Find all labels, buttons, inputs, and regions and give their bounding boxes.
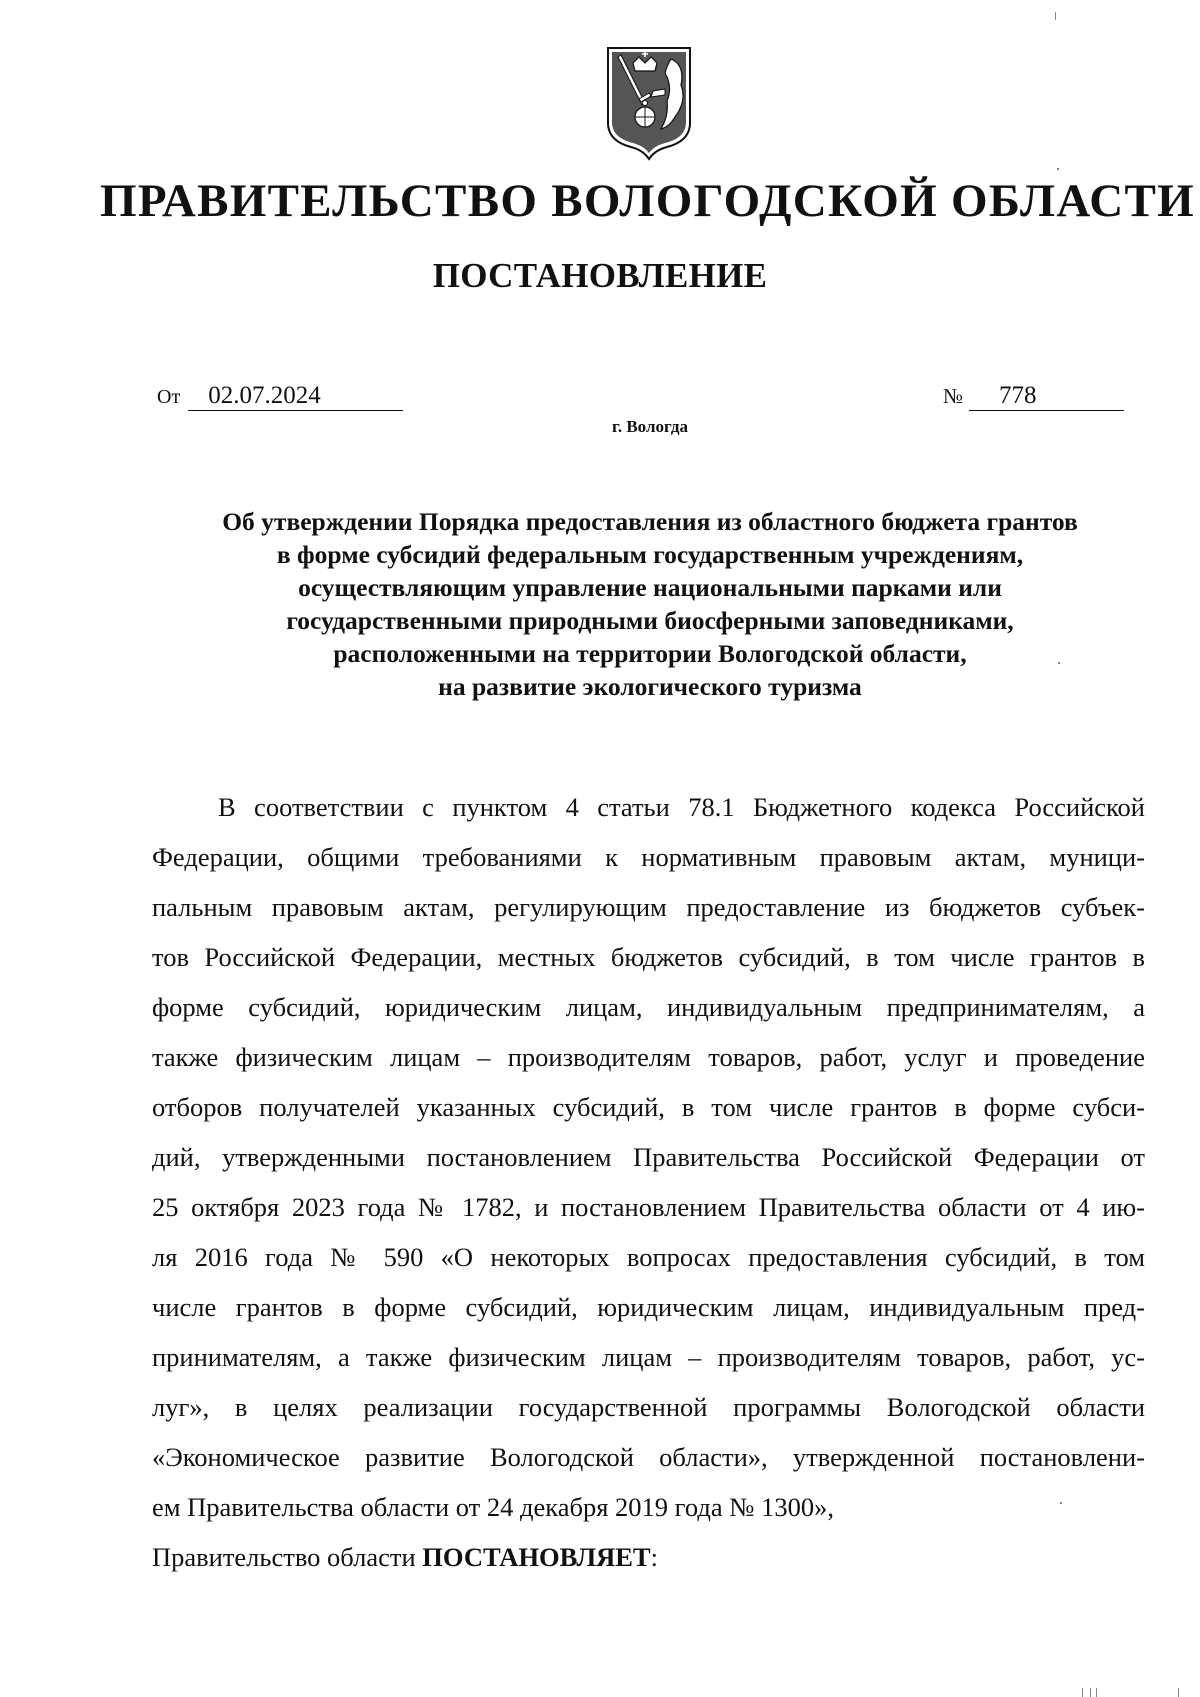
subject-line: Об утверждении Порядка предоставления из областного бюджета грантов: [222, 507, 1078, 536]
subject-line: на развитие экологического туризма: [438, 672, 862, 701]
scan-artifact: [1178, 1688, 1179, 1697]
body-line: дий, утвержденными постановлением Правительства Российской Федерации от: [152, 1142, 1145, 1172]
number-prefix: №: [943, 384, 964, 408]
scan-artifact: [1090, 1688, 1091, 1697]
number-row: [943, 383, 1124, 411]
subject-line: расположенными на территории Вологодской области,: [333, 639, 967, 668]
vologda-coat-of-arms-icon: [605, 45, 693, 161]
body-line: В соответствии с пунктом 4 статьи 78.1 Бюджетного кодекса Российской: [218, 792, 1145, 822]
date-row: [157, 383, 403, 411]
date-prefix: От: [157, 386, 181, 408]
resolution-word: ПОСТАНОВЛЯЕТ: [422, 1542, 651, 1572]
scan-artifact: [1057, 168, 1059, 170]
body-line: форме субсидий, юридическим лицам, индивидуальным предпринимателям, а: [152, 992, 1145, 1022]
body-line: ля 2016 года № 590 «О некоторых вопросах предоставления субсидий, в том: [152, 1242, 1145, 1272]
body-line: числе грантов в форме субсидий, юридическим лицам, индивидуальным пред-: [152, 1292, 1145, 1322]
subject-line: осуществляющим управление национальными парками или: [298, 573, 1002, 602]
body-line: принимателям, а также физическим лицам – производителям товаров, работ, ус-: [152, 1342, 1145, 1372]
document-date: 02.07.2024: [188, 383, 403, 411]
scan-artifact: [1082, 1688, 1083, 1697]
subject-line: в форме субсидий федеральным государственным учреждениям,: [276, 540, 1024, 569]
government-title: ПРАВИТЕЛЬСТВО ВОЛОГОДСКОЙ ОБЛАСТИ: [100, 175, 1196, 227]
document-number: 778: [969, 383, 1124, 411]
scan-artifact: [1096, 1688, 1097, 1697]
scan-artifact: [1058, 662, 1060, 664]
body-line: отборов получателей указанных субсидий, в том числе грантов в форме субси-: [152, 1092, 1145, 1122]
body-line: Федерации, общими требованиями к нормативным правовым актам, муници-: [152, 842, 1145, 872]
body-line: также физическим лицам – производителям товаров, работ, услуг и проведение: [152, 1042, 1145, 1072]
scan-artifact: [1060, 1502, 1062, 1504]
body-line: луг», в целях реализации государственной программы Вологодской области: [152, 1392, 1145, 1422]
subject-line: государственными природными биосферными заповедниками,: [286, 606, 1014, 635]
body-line: «Экономическое развитие Вологодской области», утвержденной постановлени-: [152, 1442, 1145, 1472]
body-line: тов Российской Федерации, местных бюджетов субсидий, в том числе грантов в: [152, 942, 1145, 972]
body-line: пальным правовым актам, регулирующим предоставление из бюджетов субъек-: [152, 892, 1145, 922]
resolution-line: [152, 1532, 1145, 1582]
resolution-prefix: Правительство области: [152, 1542, 423, 1572]
body-paragraph: [152, 782, 1145, 1582]
body-line: ем Правительства области от 24 декабря 2019 года № 1300»,: [152, 1492, 834, 1522]
body-line: 25 октября 2023 года № 1782, и постановлением Правительства области от 4 ию-: [152, 1192, 1145, 1222]
document-type-title: ПОСТАНОВЛЕНИЕ: [432, 256, 768, 295]
document-subject: [150, 505, 1150, 703]
city-label: г. Вологда: [612, 417, 688, 436]
resolution-suffix: :: [650, 1542, 658, 1572]
scan-artifact: [1055, 12, 1056, 20]
